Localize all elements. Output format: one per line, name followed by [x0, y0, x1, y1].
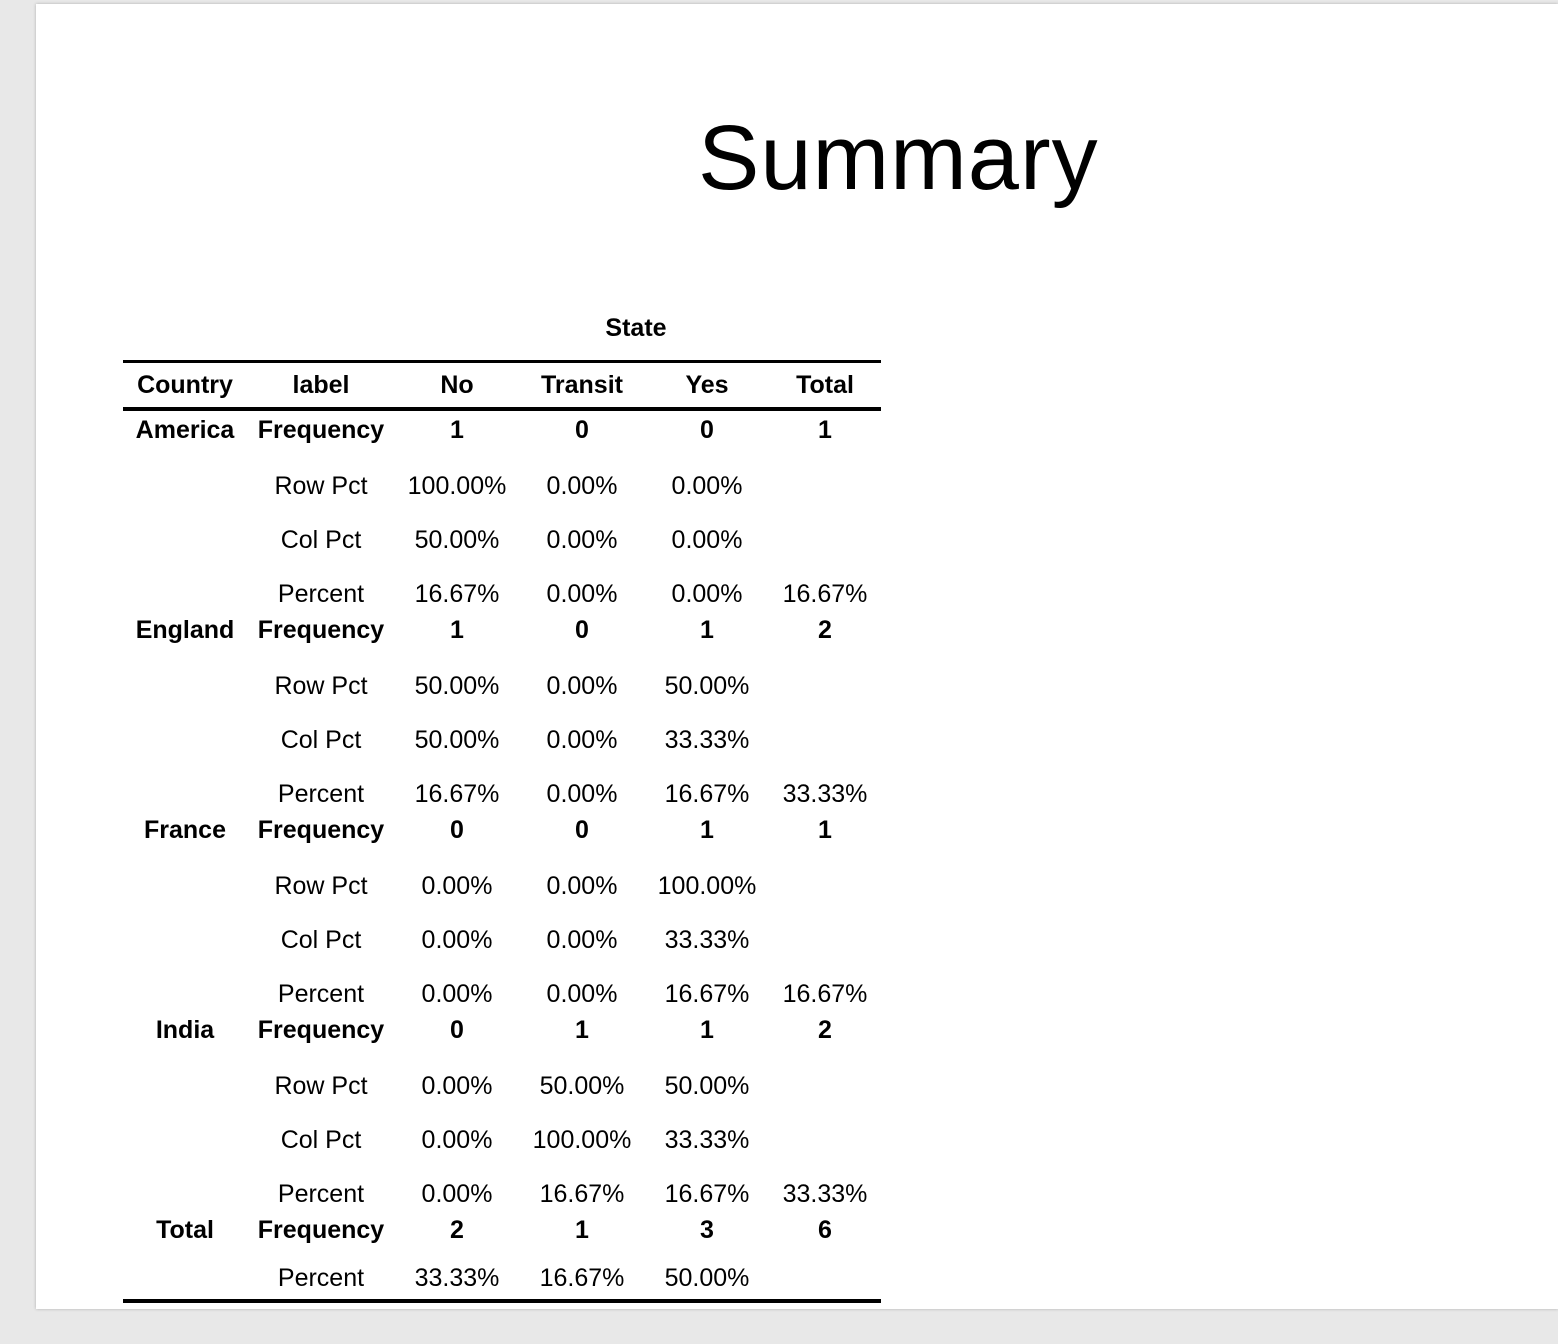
column-spanner-label: State: [605, 314, 667, 342]
value-cell: 0.00%: [421, 980, 493, 1008]
value-cell: 0: [450, 815, 464, 844]
value-cell: 16.67%: [664, 1180, 750, 1208]
value-cell: 50.00%: [664, 1072, 750, 1100]
country-cell: [123, 1249, 247, 1301]
value-cell: 33.33%: [782, 780, 868, 808]
statistic-label-cell: Row Pct: [274, 1072, 368, 1100]
value-cell: 0.00%: [671, 580, 743, 608]
value-cell: [769, 903, 881, 957]
value-cell: [769, 1103, 881, 1157]
value-cell: 1: [450, 615, 464, 644]
value-cell: 0.00%: [546, 926, 618, 954]
value-cell: 16.67%: [539, 1180, 625, 1208]
value-cell: 1: [818, 415, 832, 444]
table-row: [123, 957, 881, 1011]
value-cell: 33.33%: [414, 1264, 500, 1292]
header-row: [123, 362, 881, 410]
value-cell: 2: [818, 1015, 832, 1044]
value-cell: 0: [575, 615, 589, 644]
value-cell: 16.67%: [539, 1264, 625, 1292]
value-cell: 16.67%: [664, 780, 750, 808]
document-page: [36, 4, 1558, 1309]
country-cell: America: [135, 415, 235, 444]
statistic-label-cell: Frequency: [257, 415, 385, 444]
value-cell: 0.00%: [546, 472, 618, 500]
value-cell: 0.00%: [421, 1072, 493, 1100]
country-cell: [123, 703, 247, 757]
value-cell: 16.67%: [782, 980, 868, 1008]
statistic-label-cell: Col Pct: [280, 926, 362, 954]
value-cell: 16.67%: [782, 580, 868, 608]
statistic-label-cell: Col Pct: [280, 726, 362, 754]
statistic-label-cell: Frequency: [257, 1215, 385, 1244]
value-cell: 1: [818, 815, 832, 844]
crosstab-table: [123, 360, 881, 1303]
value-cell: 3: [700, 1215, 714, 1244]
table-row: [123, 409, 881, 449]
statistic-label-cell: Col Pct: [280, 526, 362, 554]
value-cell: 0.00%: [421, 872, 493, 900]
statistic-label-cell: Row Pct: [274, 872, 368, 900]
value-cell: 33.33%: [664, 726, 750, 754]
value-cell: 50.00%: [664, 672, 750, 700]
value-cell: 1: [700, 815, 714, 844]
statistic-label-cell: Col Pct: [280, 1126, 362, 1154]
value-cell: [769, 1049, 881, 1103]
value-cell: 2: [818, 615, 832, 644]
value-cell: 0: [450, 1015, 464, 1044]
country-cell: [123, 1103, 247, 1157]
table-row: [123, 449, 881, 503]
table-row: [123, 1211, 881, 1249]
value-cell: 0.00%: [421, 1180, 493, 1208]
value-cell: 2: [450, 1215, 464, 1244]
country-cell: [123, 649, 247, 703]
value-cell: 33.33%: [664, 1126, 750, 1154]
value-cell: 1: [700, 615, 714, 644]
table-row: [123, 1157, 881, 1211]
value-cell: 16.67%: [664, 980, 750, 1008]
value-cell: 1: [575, 1015, 589, 1044]
value-cell: 1: [700, 1015, 714, 1044]
country-cell: [123, 557, 247, 611]
header-cell: Country: [137, 370, 233, 399]
value-cell: 16.67%: [414, 780, 500, 808]
value-cell: 50.00%: [664, 1264, 750, 1292]
header-cell: Total: [796, 370, 854, 399]
value-cell: 0.00%: [546, 872, 618, 900]
value-cell: 1: [575, 1215, 589, 1244]
value-cell: 0.00%: [421, 926, 493, 954]
country-cell: [123, 503, 247, 557]
table-row: [123, 611, 881, 649]
table-row: [123, 703, 881, 757]
header-cell: Yes: [685, 370, 729, 399]
value-cell: 0.00%: [546, 726, 618, 754]
country-cell: [123, 1157, 247, 1211]
value-cell: 0.00%: [546, 780, 618, 808]
value-cell: 50.00%: [414, 526, 500, 554]
value-cell: 100.00%: [532, 1126, 632, 1154]
value-cell: 0: [575, 815, 589, 844]
country-cell: England: [135, 615, 235, 644]
value-cell: 33.33%: [782, 1180, 868, 1208]
value-cell: [769, 1249, 881, 1301]
header-cell: label: [292, 370, 350, 399]
statistic-label-cell: Row Pct: [274, 672, 368, 700]
header-cell: No: [440, 370, 474, 399]
value-cell: 16.67%: [414, 580, 500, 608]
value-cell: [769, 449, 881, 503]
value-cell: [769, 703, 881, 757]
table-row: [123, 649, 881, 703]
value-cell: 0.00%: [546, 672, 618, 700]
value-cell: [769, 849, 881, 903]
value-cell: 50.00%: [414, 672, 500, 700]
country-cell: [123, 957, 247, 1011]
table-row: [123, 503, 881, 557]
country-cell: [123, 1049, 247, 1103]
statistic-label-cell: Percent: [277, 980, 365, 1008]
country-cell: [123, 903, 247, 957]
table-row: [123, 1249, 881, 1301]
value-cell: 0.00%: [671, 526, 743, 554]
statistic-label-cell: Percent: [277, 1180, 365, 1208]
table-row: [123, 1011, 881, 1049]
statistic-label-cell: Frequency: [257, 615, 385, 644]
value-cell: 100.00%: [407, 472, 507, 500]
country-cell: France: [144, 815, 226, 844]
value-cell: 50.00%: [539, 1072, 625, 1100]
value-cell: 0.00%: [546, 526, 618, 554]
value-cell: 0.00%: [546, 980, 618, 1008]
value-cell: 0.00%: [546, 580, 618, 608]
table-row: [123, 1103, 881, 1157]
value-cell: 1: [450, 415, 464, 444]
country-cell: [123, 757, 247, 811]
table-body: [123, 409, 881, 1301]
country-cell: Total: [156, 1215, 214, 1244]
value-cell: 0: [575, 415, 589, 444]
statistic-label-cell: Frequency: [257, 1015, 385, 1044]
value-cell: 0.00%: [421, 1126, 493, 1154]
table-row: [123, 811, 881, 849]
country-cell: [123, 849, 247, 903]
table-row: [123, 1049, 881, 1103]
table-row: [123, 557, 881, 611]
country-cell: India: [155, 1015, 215, 1044]
table-row: [123, 849, 881, 903]
value-cell: 100.00%: [657, 872, 757, 900]
header-cell: Transit: [541, 370, 623, 399]
statistic-label-cell: Row Pct: [274, 472, 368, 500]
page-title: Summary: [698, 107, 1099, 209]
value-cell: 33.33%: [664, 926, 750, 954]
table-row: [123, 903, 881, 957]
statistic-label-cell: Percent: [277, 580, 365, 608]
statistic-label-cell: Frequency: [257, 815, 385, 844]
value-cell: [769, 503, 881, 557]
value-cell: 0: [700, 415, 714, 444]
statistic-label-cell: Percent: [277, 780, 365, 808]
table-row: [123, 757, 881, 811]
country-cell: [123, 449, 247, 503]
value-cell: [769, 649, 881, 703]
value-cell: 6: [818, 1215, 832, 1244]
value-cell: 50.00%: [414, 726, 500, 754]
statistic-label-cell: Percent: [277, 1264, 365, 1292]
value-cell: 0.00%: [671, 472, 743, 500]
